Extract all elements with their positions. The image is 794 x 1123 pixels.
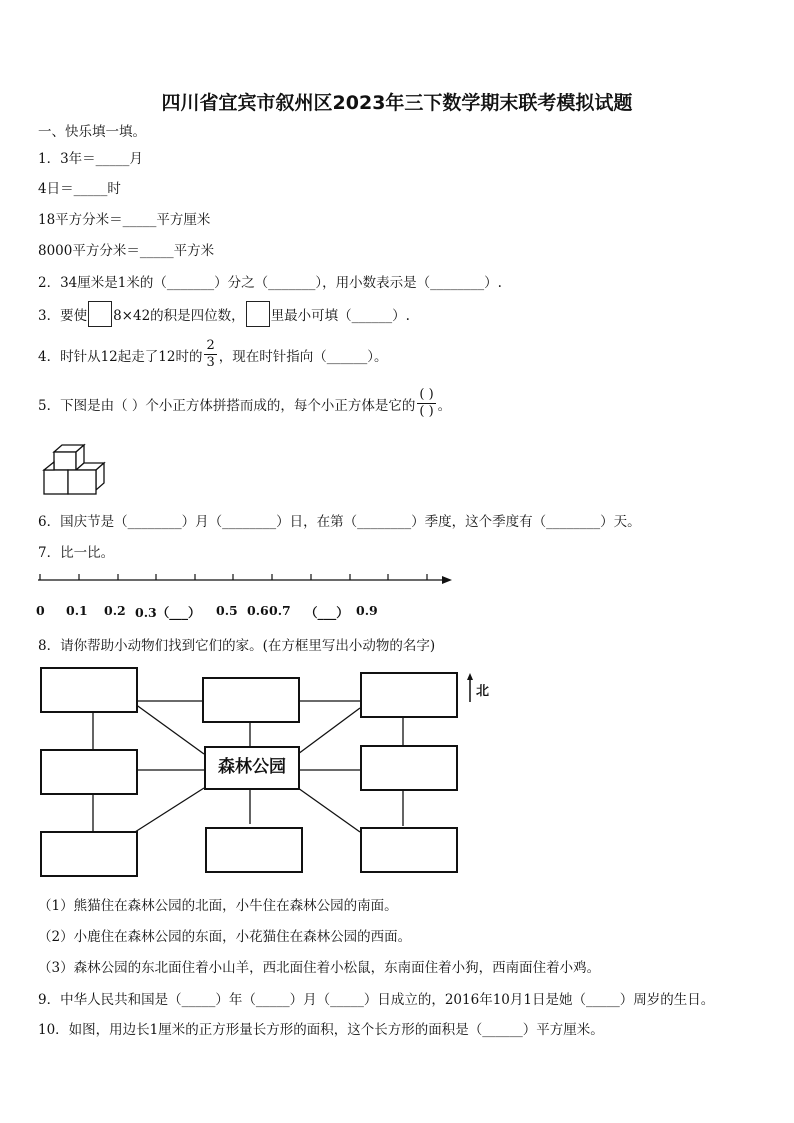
section-heading: 一、快乐填一填。 [38, 124, 146, 140]
north-arrow-icon [465, 673, 475, 703]
fraction-numerator: ( ) [419, 387, 434, 402]
forest-park-center: 森林公园 [204, 746, 300, 790]
question-8: 8．请你帮助小动物们找到它们的家。(在方框里写出小动物的名字) [38, 638, 436, 654]
fraction [204, 338, 216, 371]
question-1c: 18平方分米＝_____平方厘米 [38, 212, 211, 228]
cube-figure [40, 442, 106, 500]
question-1a: 1．3年＝_____月 [38, 151, 143, 167]
page-title: 四川省宜宾市叙州区2023年三下数学期末联考模拟试题 [161, 92, 633, 114]
question-5-before: 5．下图是由（ ）个小正方体拼搭而成的，每个小正方体是它的 [38, 397, 416, 414]
home-box-southeast[interactable] [360, 827, 458, 873]
number-line-label: 0 [36, 603, 45, 618]
number-line-label: 0.2 [104, 603, 126, 618]
fraction-numerator: 2 [206, 338, 215, 353]
home-box-northeast[interactable] [360, 672, 458, 718]
blank-square [246, 301, 270, 327]
home-box-northwest[interactable] [40, 667, 138, 713]
fraction-denominator: ( ) [419, 404, 434, 419]
number-line [32, 570, 457, 590]
question-5-after: 。 [437, 397, 452, 414]
fraction [417, 387, 435, 420]
home-box-east[interactable] [360, 745, 458, 791]
number-line-label: 0.5 [216, 603, 238, 618]
question-2: 2．34厘米是1米的（_______）分之（_______），用小数表示是（________）. [38, 275, 502, 291]
question-7: 7．比一比。 [38, 545, 115, 561]
question-10: 10．如图，用边长1厘米的正方形量长方形的面积，这个长方形的面积是（______）平方厘米。 [38, 1022, 604, 1038]
number-line-label: （___） [305, 605, 349, 620]
question-3-part2: 8×42的积是四位数， [113, 308, 245, 324]
question-3-part1: 3．要使 [38, 308, 88, 324]
question-3-part3: 里最小可填（______）. [270, 308, 410, 324]
home-box-north[interactable] [202, 677, 300, 723]
clue-3: （3）森林公园的东北面住着小山羊，西北面住着小松鼠，东南面住着小狗，西南面住着小鸡。 [38, 960, 601, 976]
home-box-southwest[interactable] [40, 831, 138, 877]
fraction-denominator: 3 [206, 355, 215, 370]
clue-1: （1）熊猫住在森林公园的北面，小牛住在森林公园的南面。 [38, 898, 398, 914]
question-6: 6．国庆节是（________）月（________）日，在第（________）季度，这个季度有（________）天。 [38, 514, 641, 530]
number-line-label: 0.6 [247, 603, 269, 618]
home-box-south[interactable] [205, 827, 303, 873]
clue-2: （2）小鹿住在森林公园的东面，小花猫住在森林公园的西面。 [38, 929, 412, 945]
question-5 [38, 387, 451, 420]
number-line-label: 0.3（___） [135, 605, 201, 620]
question-1b: 4日＝_____时 [38, 181, 121, 197]
number-line-label: 0.9 [356, 603, 378, 618]
question-4-after: ，现在时针指向（______）。 [218, 348, 388, 365]
question-4-before: 4．时针从12起走了12时的 [38, 348, 203, 365]
north-label: 北 [476, 684, 490, 699]
blank-square [88, 301, 112, 327]
number-line-label: 0.7 [269, 603, 291, 618]
home-box-west[interactable] [40, 749, 138, 795]
number-line-label: 0.1 [66, 603, 88, 618]
question-4 [38, 338, 387, 371]
question-1d: 8000平方分米＝_____平方米 [38, 243, 215, 259]
question-3 [38, 301, 410, 327]
question-9: 9．中华人民共和国是（_____）年（_____）月（_____）日成立的，2016年10月1日是她（_____）周岁的生日。 [38, 992, 715, 1008]
